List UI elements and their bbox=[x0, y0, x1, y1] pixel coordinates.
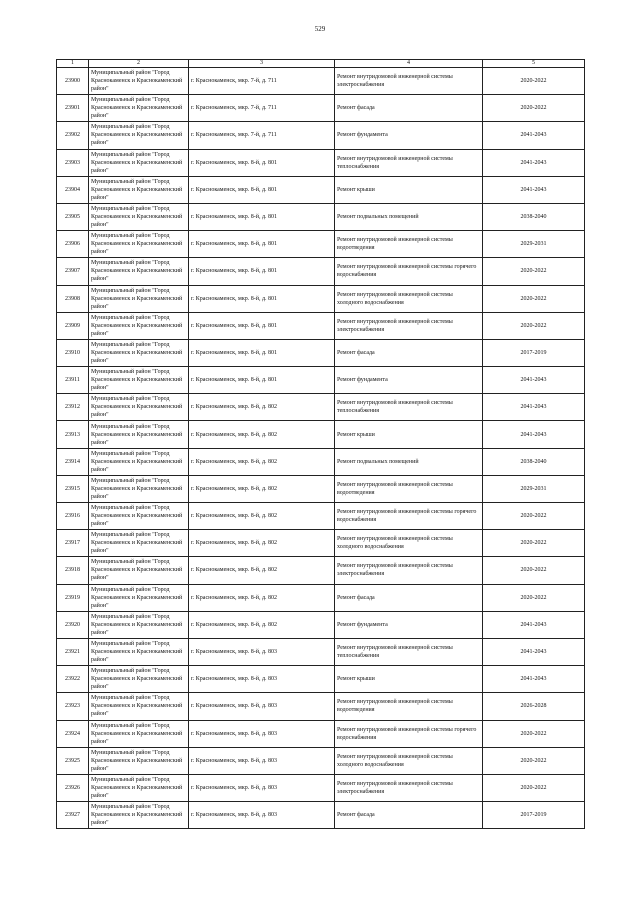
work-type-cell: Ремонт внутридомовой инженерной системы горячего водоснабжения bbox=[335, 720, 483, 747]
municipality-cell: Муниципальный район "Город Краснокаменск и Краснокаменский район" bbox=[89, 258, 189, 285]
period-cell: 2026-2028 bbox=[483, 693, 585, 720]
table-row bbox=[57, 68, 585, 95]
work-type-cell: Ремонт крыши bbox=[335, 421, 483, 448]
municipality-cell: Муниципальный район "Город Краснокаменск и Краснокаменский район" bbox=[89, 367, 189, 394]
period-cell: 2038-2040 bbox=[483, 448, 585, 475]
municipality-cell: Муниципальный район "Город Краснокаменск и Краснокаменский район" bbox=[89, 394, 189, 421]
row-number-cell: 23916 bbox=[57, 503, 89, 530]
period-cell: 2020-2022 bbox=[483, 720, 585, 747]
address-cell: г. Краснокаменск, мкр. 8-й, д. 801 bbox=[189, 176, 335, 203]
period-cell: 2020-2022 bbox=[483, 557, 585, 584]
period-cell: 2041-2043 bbox=[483, 394, 585, 421]
municipality-cell: Муниципальный район "Город Краснокаменск и Краснокаменский район" bbox=[89, 149, 189, 176]
municipality-cell: Муниципальный район "Город Краснокаменск и Краснокаменский район" bbox=[89, 611, 189, 638]
address-cell: г. Краснокаменск, мкр. 8-й, д. 801 bbox=[189, 367, 335, 394]
address-cell: г. Краснокаменск, мкр. 8-й, д. 802 bbox=[189, 475, 335, 502]
row-number-cell: 23906 bbox=[57, 231, 89, 258]
table-row bbox=[57, 693, 585, 720]
table-row bbox=[57, 122, 585, 149]
work-type-cell: Ремонт фасада bbox=[335, 802, 483, 829]
row-number-cell: 23905 bbox=[57, 203, 89, 230]
municipality-cell: Муниципальный район "Город Краснокаменск и Краснокаменский район" bbox=[89, 475, 189, 502]
work-type-cell: Ремонт фасада bbox=[335, 584, 483, 611]
work-type-cell: Ремонт крыши bbox=[335, 666, 483, 693]
table-row bbox=[57, 258, 585, 285]
work-type-cell: Ремонт фундамента bbox=[335, 122, 483, 149]
period-cell: 2020-2022 bbox=[483, 258, 585, 285]
municipality-cell: Муниципальный район "Город Краснокаменск и Краснокаменский район" bbox=[89, 231, 189, 258]
row-number-cell: 23915 bbox=[57, 475, 89, 502]
municipality-cell: Муниципальный район "Город Краснокаменск и Краснокаменский район" bbox=[89, 68, 189, 95]
table-row bbox=[57, 203, 585, 230]
table-row bbox=[57, 557, 585, 584]
address-cell: г. Краснокаменск, мкр. 8-й, д. 803 bbox=[189, 774, 335, 801]
row-number-cell: 23908 bbox=[57, 285, 89, 312]
period-cell: 2041-2043 bbox=[483, 611, 585, 638]
table-row bbox=[57, 285, 585, 312]
table-row bbox=[57, 448, 585, 475]
address-cell: г. Краснокаменск, мкр. 8-й, д. 802 bbox=[189, 530, 335, 557]
row-number-cell: 23913 bbox=[57, 421, 89, 448]
work-type-cell: Ремонт внутридомовой инженерной системы водоотведения bbox=[335, 693, 483, 720]
municipality-cell: Муниципальный район "Город Краснокаменск и Краснокаменский район" bbox=[89, 122, 189, 149]
address-cell: г. Краснокаменск, мкр. 8-й, д. 802 bbox=[189, 611, 335, 638]
work-type-cell: Ремонт фасада bbox=[335, 339, 483, 366]
table-row bbox=[57, 421, 585, 448]
work-type-cell: Ремонт крыши bbox=[335, 176, 483, 203]
row-number-cell: 23901 bbox=[57, 95, 89, 122]
address-cell: г. Краснокаменск, мкр. 8-й, д. 802 bbox=[189, 557, 335, 584]
period-cell: 2041-2043 bbox=[483, 122, 585, 149]
work-type-cell: Ремонт внутридомовой инженерной системы холодного водоснабжения bbox=[335, 530, 483, 557]
row-number-cell: 23918 bbox=[57, 557, 89, 584]
address-cell: г. Краснокаменск, мкр. 8-й, д. 801 bbox=[189, 312, 335, 339]
work-type-cell: Ремонт внутридомовой инженерной системы электроснабжения bbox=[335, 68, 483, 95]
row-number-cell: 23926 bbox=[57, 774, 89, 801]
address-cell: г. Краснокаменск, мкр. 7-й, д. 711 bbox=[189, 122, 335, 149]
table-row bbox=[57, 367, 585, 394]
table-row bbox=[57, 149, 585, 176]
municipality-cell: Муниципальный район "Город Краснокаменск и Краснокаменский район" bbox=[89, 666, 189, 693]
period-cell: 2041-2043 bbox=[483, 367, 585, 394]
municipality-cell: Муниципальный район "Город Краснокаменск и Краснокаменский район" bbox=[89, 638, 189, 665]
period-cell: 2020-2022 bbox=[483, 503, 585, 530]
table-row bbox=[57, 95, 585, 122]
municipality-cell: Муниципальный район "Город Краснокаменск и Краснокаменский район" bbox=[89, 312, 189, 339]
municipality-cell: Муниципальный район "Город Краснокаменск и Краснокаменский район" bbox=[89, 176, 189, 203]
table-row bbox=[57, 638, 585, 665]
work-type-cell: Ремонт фундамента bbox=[335, 611, 483, 638]
municipality-cell: Муниципальный район "Город Краснокаменск и Краснокаменский район" bbox=[89, 747, 189, 774]
row-number-cell: 23923 bbox=[57, 693, 89, 720]
table-row bbox=[57, 394, 585, 421]
work-type-cell: Ремонт внутридомовой инженерной системы электроснабжения bbox=[335, 774, 483, 801]
period-cell: 2017-2019 bbox=[483, 802, 585, 829]
municipality-cell: Муниципальный район "Город Краснокаменск и Краснокаменский район" bbox=[89, 802, 189, 829]
row-number-cell: 23917 bbox=[57, 530, 89, 557]
row-number-cell: 23911 bbox=[57, 367, 89, 394]
row-number-cell: 23903 bbox=[57, 149, 89, 176]
address-cell: г. Краснокаменск, мкр. 8-й, д. 801 bbox=[189, 285, 335, 312]
period-cell: 2020-2022 bbox=[483, 747, 585, 774]
address-cell: г. Краснокаменск, мкр. 7-й, д. 711 bbox=[189, 95, 335, 122]
row-number-cell: 23921 bbox=[57, 638, 89, 665]
address-cell: г. Краснокаменск, мкр. 8-й, д. 803 bbox=[189, 693, 335, 720]
address-cell: г. Краснокаменск, мкр. 8-й, д. 802 bbox=[189, 503, 335, 530]
table-row bbox=[57, 747, 585, 774]
period-cell: 2017-2019 bbox=[483, 339, 585, 366]
municipality-cell: Муниципальный район "Город Краснокаменск и Краснокаменский район" bbox=[89, 285, 189, 312]
address-cell: г. Краснокаменск, мкр. 8-й, д. 802 bbox=[189, 584, 335, 611]
work-type-cell: Ремонт внутридомовой инженерной системы теплоснабжения bbox=[335, 149, 483, 176]
header-row bbox=[57, 60, 585, 68]
municipality-cell: Муниципальный район "Город Краснокаменск и Краснокаменский район" bbox=[89, 503, 189, 530]
column-header: 2 bbox=[89, 60, 189, 68]
municipality-cell: Муниципальный район "Город Краснокаменск и Краснокаменский район" bbox=[89, 557, 189, 584]
column-header: 4 bbox=[335, 60, 483, 68]
column-header: 5 bbox=[483, 60, 585, 68]
address-cell: г. Краснокаменск, мкр. 8-й, д. 801 bbox=[189, 231, 335, 258]
period-cell: 2020-2022 bbox=[483, 530, 585, 557]
period-cell: 2020-2022 bbox=[483, 285, 585, 312]
row-number-cell: 23909 bbox=[57, 312, 89, 339]
municipality-cell: Муниципальный район "Город Краснокаменск и Краснокаменский район" bbox=[89, 339, 189, 366]
work-type-cell: Ремонт подвальных помещений bbox=[335, 203, 483, 230]
municipality-cell: Муниципальный район "Город Краснокаменск и Краснокаменский район" bbox=[89, 720, 189, 747]
address-cell: г. Краснокаменск, мкр. 8-й, д. 801 bbox=[189, 203, 335, 230]
work-type-cell: Ремонт внутридомовой инженерной системы горячего водоснабжения bbox=[335, 258, 483, 285]
work-type-cell: Ремонт фундамента bbox=[335, 367, 483, 394]
table-row bbox=[57, 475, 585, 502]
period-cell: 2029-2031 bbox=[483, 475, 585, 502]
municipality-cell: Муниципальный район "Город Краснокаменск и Краснокаменский район" bbox=[89, 530, 189, 557]
address-cell: г. Краснокаменск, мкр. 8-й, д. 801 bbox=[189, 339, 335, 366]
table-row bbox=[57, 176, 585, 203]
work-type-cell: Ремонт внутридомовой инженерной системы холодного водоснабжения bbox=[335, 285, 483, 312]
table-row bbox=[57, 503, 585, 530]
work-type-cell: Ремонт внутридомовой инженерной системы водоотведения bbox=[335, 475, 483, 502]
municipality-cell: Муниципальный район "Город Краснокаменск и Краснокаменский район" bbox=[89, 203, 189, 230]
address-cell: г. Краснокаменск, мкр. 8-й, д. 801 bbox=[189, 258, 335, 285]
row-number-cell: 23900 bbox=[57, 68, 89, 95]
work-type-cell: Ремонт фасада bbox=[335, 95, 483, 122]
work-type-cell: Ремонт внутридомовой инженерной системы водоотведения bbox=[335, 231, 483, 258]
table-row bbox=[57, 802, 585, 829]
table-row bbox=[57, 774, 585, 801]
municipality-cell: Муниципальный район "Город Краснокаменск и Краснокаменский район" bbox=[89, 448, 189, 475]
period-cell: 2041-2043 bbox=[483, 666, 585, 693]
row-number-cell: 23922 bbox=[57, 666, 89, 693]
period-cell: 2041-2043 bbox=[483, 176, 585, 203]
row-number-cell: 23907 bbox=[57, 258, 89, 285]
column-header: 3 bbox=[189, 60, 335, 68]
row-number-cell: 23920 bbox=[57, 611, 89, 638]
row-number-cell: 23910 bbox=[57, 339, 89, 366]
period-cell: 2020-2022 bbox=[483, 68, 585, 95]
table-row bbox=[57, 611, 585, 638]
period-cell: 2041-2043 bbox=[483, 421, 585, 448]
row-number-cell: 23902 bbox=[57, 122, 89, 149]
address-cell: г. Краснокаменск, мкр. 8-й, д. 803 bbox=[189, 802, 335, 829]
table-row bbox=[57, 584, 585, 611]
table-row bbox=[57, 720, 585, 747]
table-row bbox=[57, 666, 585, 693]
row-number-cell: 23904 bbox=[57, 176, 89, 203]
row-number-cell: 23912 bbox=[57, 394, 89, 421]
municipality-cell: Муниципальный район "Город Краснокаменск и Краснокаменский район" bbox=[89, 584, 189, 611]
column-header: 1 bbox=[57, 60, 89, 68]
registry-table bbox=[56, 59, 585, 829]
table-row bbox=[57, 339, 585, 366]
address-cell: г. Краснокаменск, мкр. 8-й, д. 802 bbox=[189, 394, 335, 421]
address-cell: г. Краснокаменск, мкр. 8-й, д. 801 bbox=[189, 149, 335, 176]
row-number-cell: 23927 bbox=[57, 802, 89, 829]
row-number-cell: 23924 bbox=[57, 720, 89, 747]
address-cell: г. Краснокаменск, мкр. 8-й, д. 803 bbox=[189, 666, 335, 693]
table-body bbox=[57, 68, 585, 829]
municipality-cell: Муниципальный район "Город Краснокаменск и Краснокаменский район" bbox=[89, 693, 189, 720]
period-cell: 2020-2022 bbox=[483, 312, 585, 339]
period-cell: 2041-2043 bbox=[483, 638, 585, 665]
period-cell: 2020-2022 bbox=[483, 584, 585, 611]
work-type-cell: Ремонт внутридомовой инженерной системы холодного водоснабжения bbox=[335, 747, 483, 774]
work-type-cell: Ремонт внутридомовой инженерной системы теплоснабжения bbox=[335, 638, 483, 665]
work-type-cell: Ремонт подвальных помещений bbox=[335, 448, 483, 475]
municipality-cell: Муниципальный район "Город Краснокаменск и Краснокаменский район" bbox=[89, 421, 189, 448]
address-cell: г. Краснокаменск, мкр. 8-й, д. 802 bbox=[189, 448, 335, 475]
row-number-cell: 23925 bbox=[57, 747, 89, 774]
table-row bbox=[57, 231, 585, 258]
period-cell: 2020-2022 bbox=[483, 774, 585, 801]
period-cell: 2020-2022 bbox=[483, 95, 585, 122]
address-cell: г. Краснокаменск, мкр. 8-й, д. 802 bbox=[189, 421, 335, 448]
period-cell: 2041-2043 bbox=[483, 149, 585, 176]
address-cell: г. Краснокаменск, мкр. 8-й, д. 803 bbox=[189, 720, 335, 747]
period-cell: 2038-2040 bbox=[483, 203, 585, 230]
municipality-cell: Муниципальный район "Город Краснокаменск и Краснокаменский район" bbox=[89, 95, 189, 122]
work-type-cell: Ремонт внутридомовой инженерной системы электроснабжения bbox=[335, 557, 483, 584]
work-type-cell: Ремонт внутридомовой инженерной системы горячего водоснабжения bbox=[335, 503, 483, 530]
municipality-cell: Муниципальный район "Город Краснокаменск и Краснокаменский район" bbox=[89, 774, 189, 801]
address-cell: г. Краснокаменск, мкр. 8-й, д. 803 bbox=[189, 638, 335, 665]
period-cell: 2029-2031 bbox=[483, 231, 585, 258]
row-number-cell: 23914 bbox=[57, 448, 89, 475]
work-type-cell: Ремонт внутридомовой инженерной системы теплоснабжения bbox=[335, 394, 483, 421]
table-row bbox=[57, 312, 585, 339]
work-type-cell: Ремонт внутридомовой инженерной системы электроснабжения bbox=[335, 312, 483, 339]
address-cell: г. Краснокаменск, мкр. 8-й, д. 803 bbox=[189, 747, 335, 774]
row-number-cell: 23919 bbox=[57, 584, 89, 611]
table-row bbox=[57, 530, 585, 557]
page-number: 529 bbox=[314, 25, 326, 33]
address-cell: г. Краснокаменск, мкр. 7-й, д. 711 bbox=[189, 68, 335, 95]
